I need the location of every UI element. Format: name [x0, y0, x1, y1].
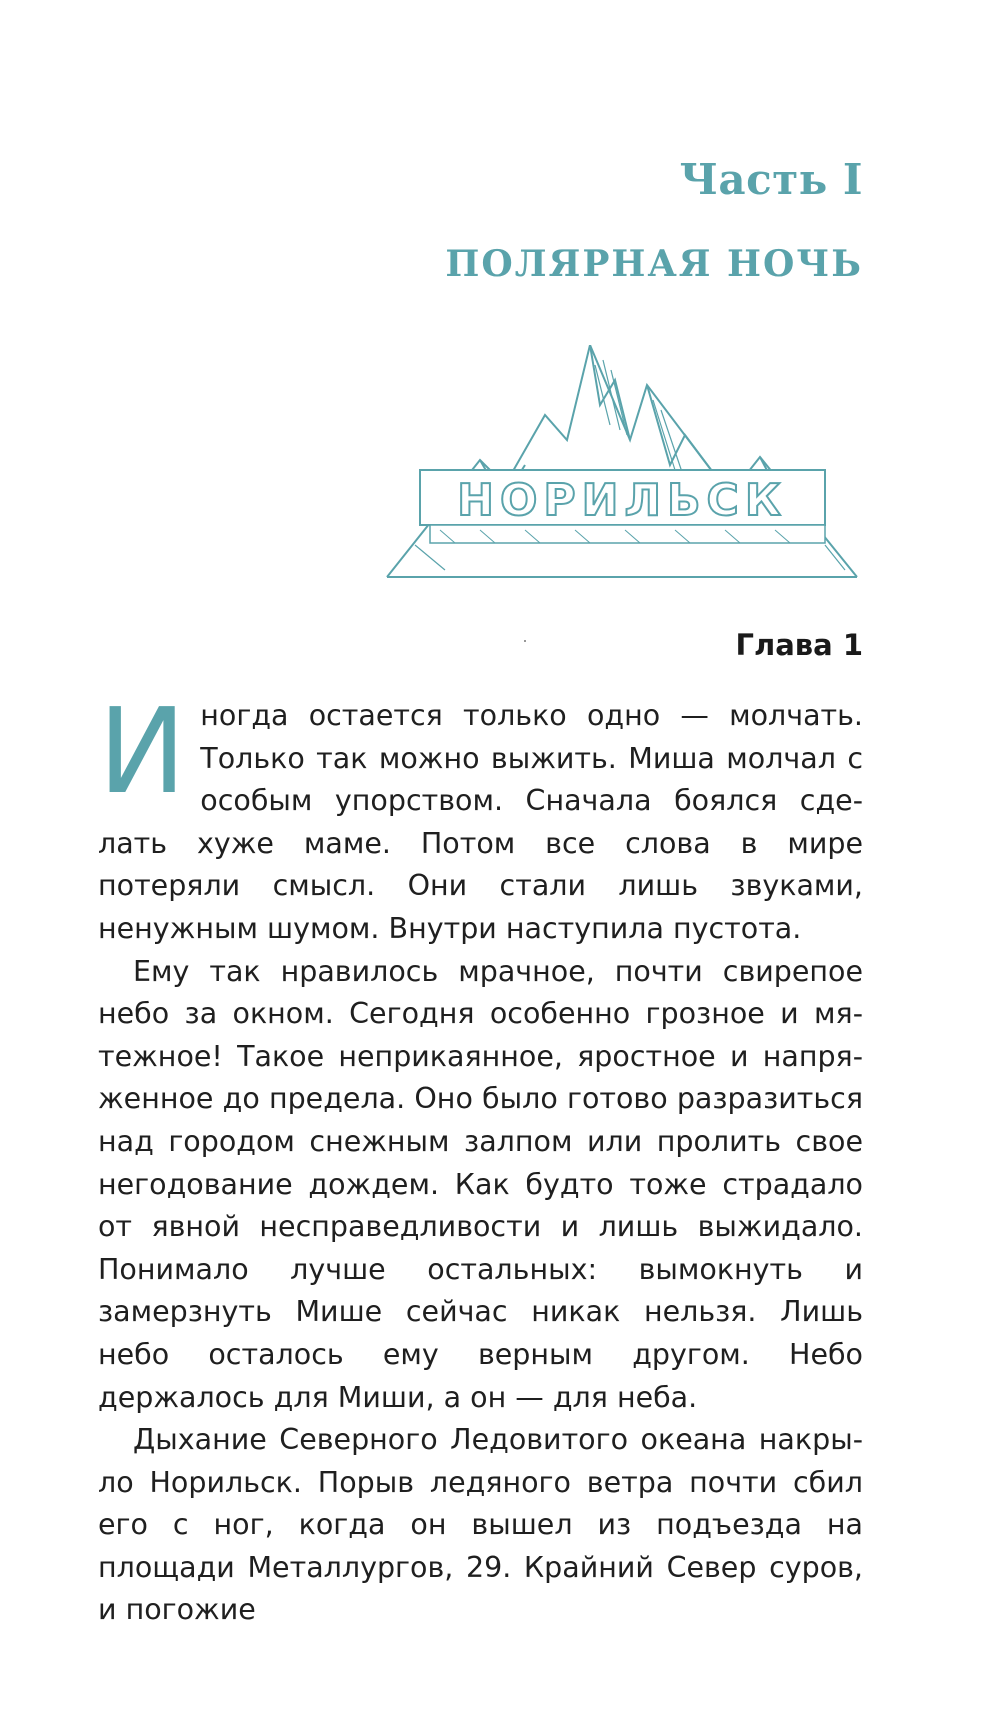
- paragraph-2: Ему так нравилось мрачное, почти свирепое небо за окном. Сегодня особенно грозное и мятежное! Такое неприкаянное, яростное и напряженное до предела. Оно было готово разразиться над городом снежным залпом или пролить свое негодование дождем. Как будто тоже страдало от явной несправедливости и лишь выжидало. Понимало лучше остальных: вымокнуть и замерзнуть Мише сейчас никак нельзя. Лишь небо осталось ему верным другом. Небо держалось для Миши, а он — для неба.: [98, 954, 863, 1414]
- part-label: Часть I: [679, 155, 863, 204]
- emblem-word: НОРИЛЬСК: [457, 475, 787, 526]
- paragraph-3: Дыхание Северного Ледовитого океана накрыло Норильск. Порыв ледяного ветра почти сбил его с ног, когда он вышел из подъезда на площади Металлургов, 29. Крайний Север суров, и погожие: [98, 1423, 863, 1627]
- paragraph-1-text: ногда остается только одно — молчать. Только так можно выжить. Миша молчал с особым упорством. Сначала боялся сделать хуже маме. Потом все слова в мире потеряли смысл. Они стали лишь звуками, ненужным шумом. Внутри наступила пустота.: [98, 699, 863, 945]
- chapter-heading: Глава 1: [735, 628, 863, 662]
- speck: [524, 640, 526, 642]
- paragraph-1: [98, 682, 863, 951]
- body-text: [98, 682, 863, 1632]
- part-title: ПОЛЯРНАЯ НОЧЬ: [445, 243, 863, 285]
- drop-cap: И: [98, 682, 187, 820]
- norilsk-mountain-emblem: [385, 345, 860, 580]
